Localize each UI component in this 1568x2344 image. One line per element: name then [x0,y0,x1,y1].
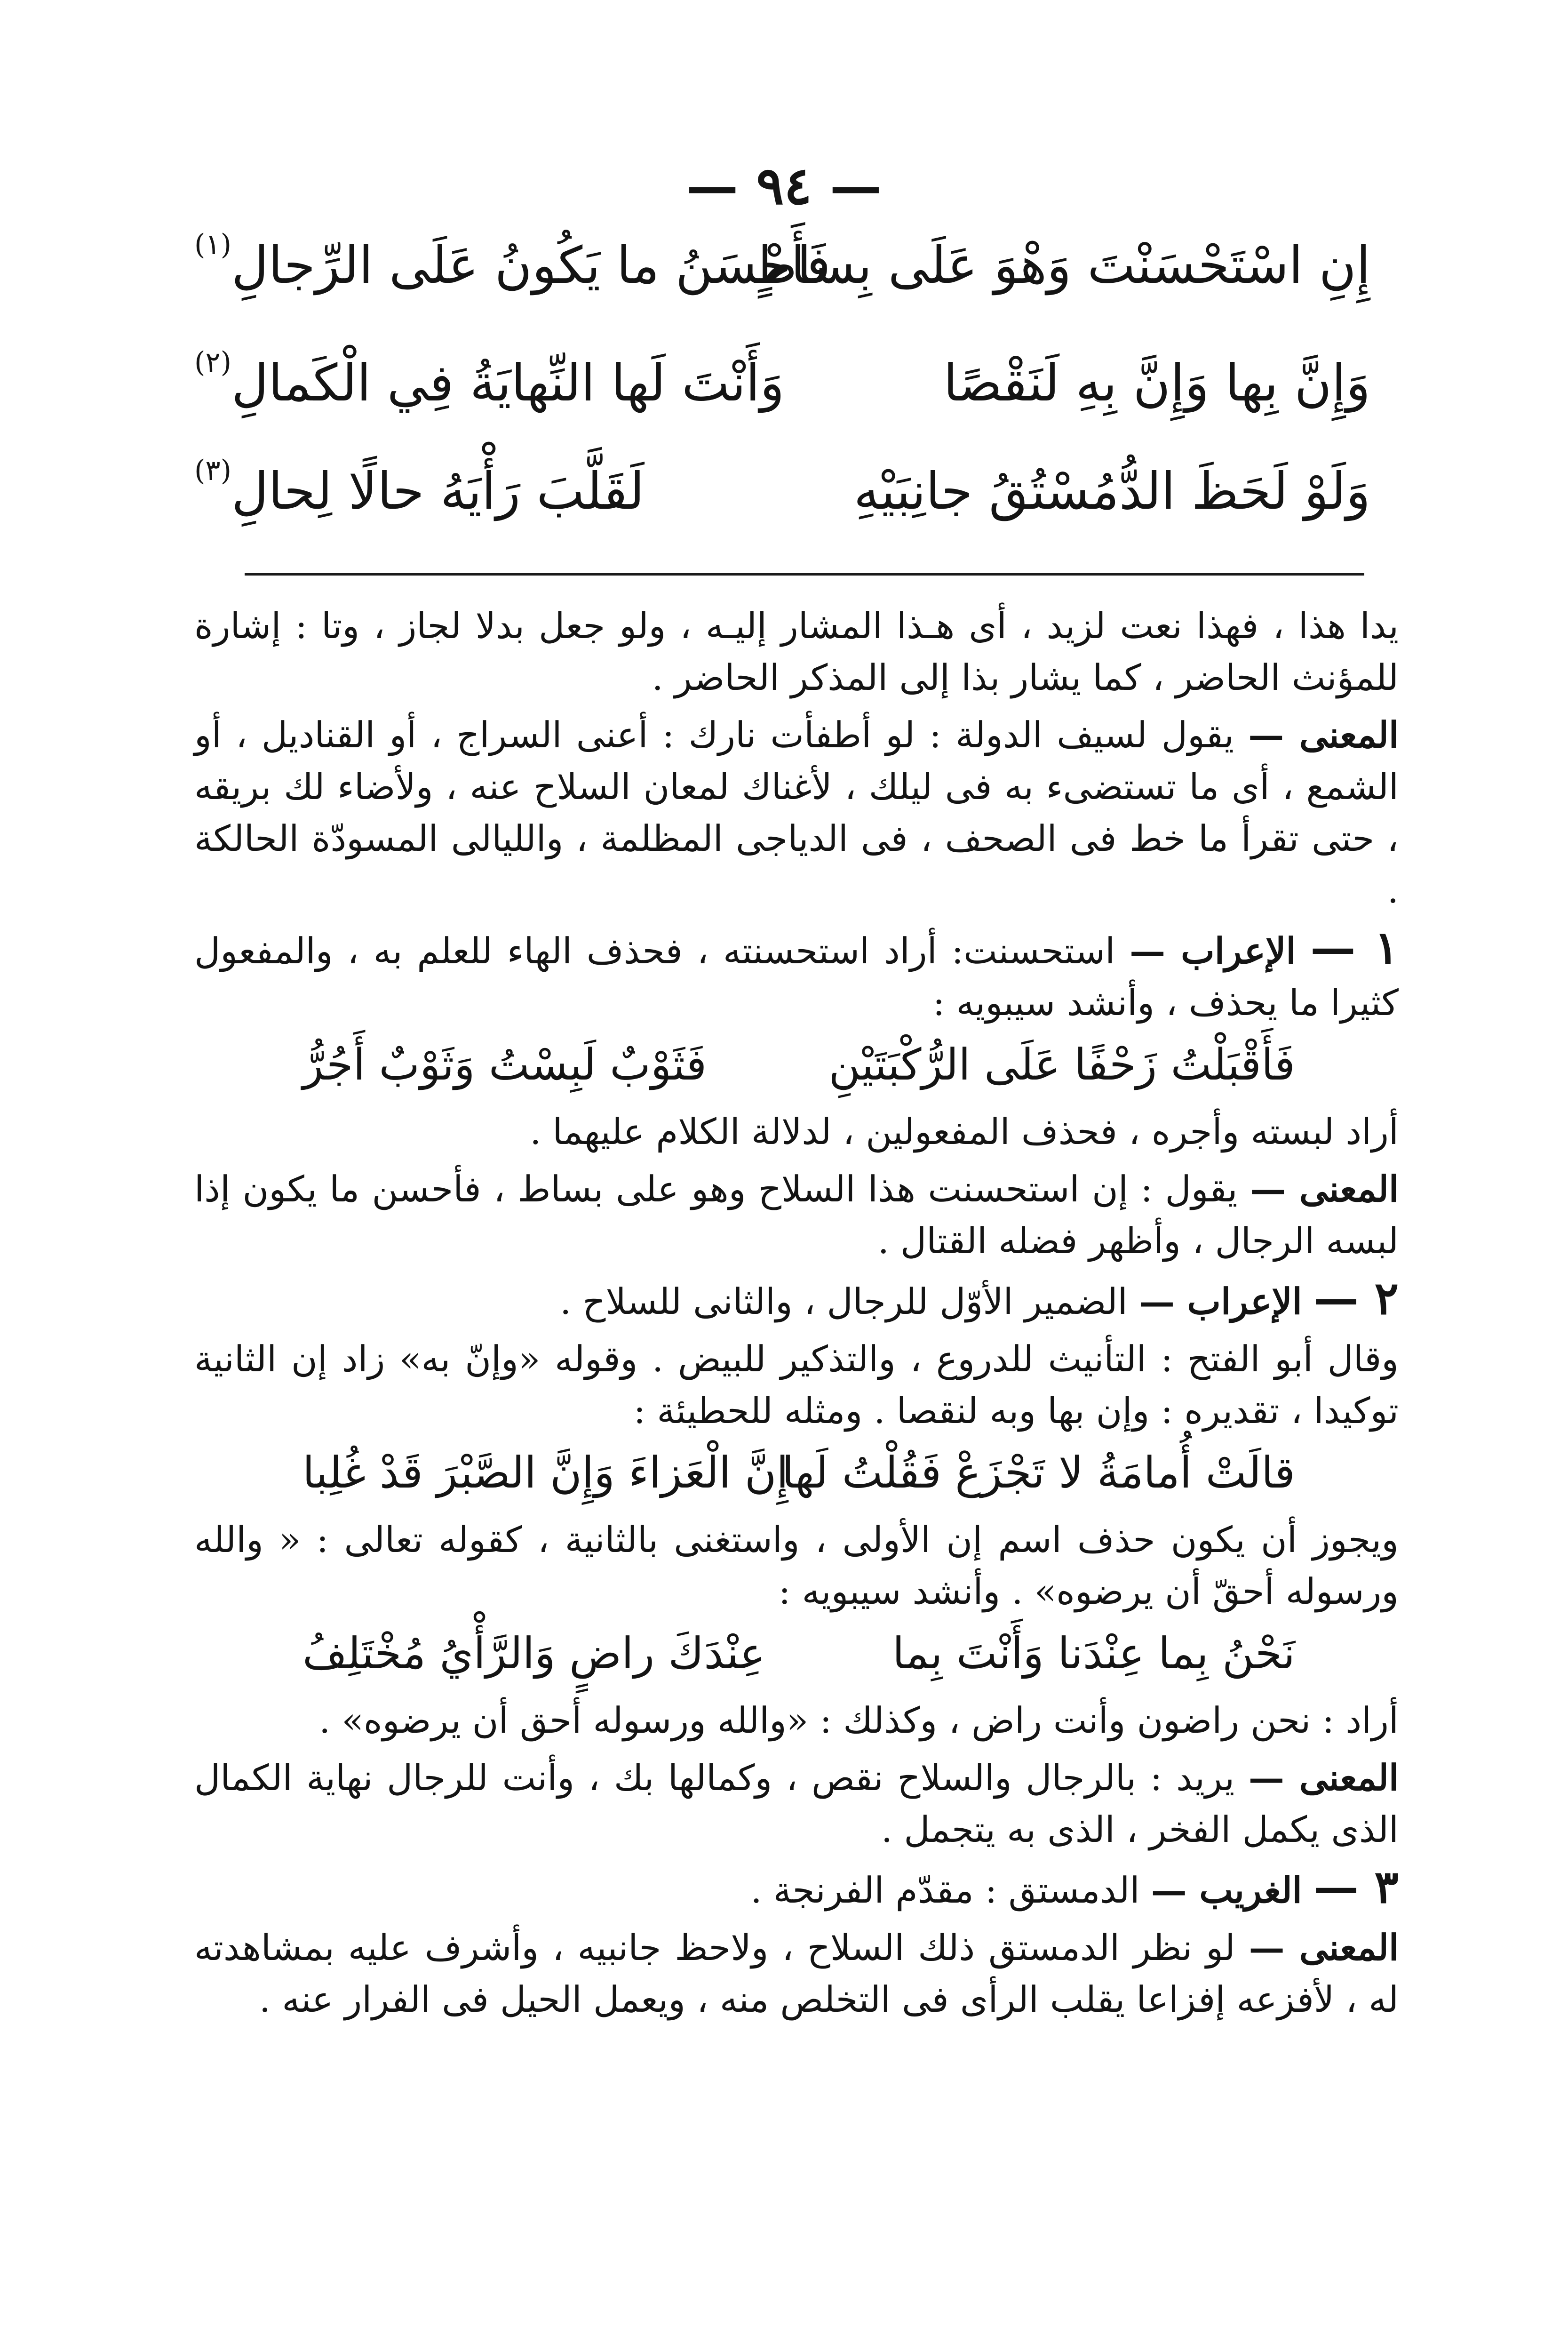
verse-2-first-hemistich: وَإِنَّ بِها وَإِنَّ بِهِ لَنَقْصًا [943,354,1370,413]
commentary-block [194,600,1399,2031]
cited-verse-1-first: فَأَقْبَلْتُ زَحْفًا عَلَى الرُّكْبَتَيْنِ [828,1040,1295,1090]
section-label-grammar: الإعراب — [1130,930,1296,972]
note-number-1: ١ — [1310,921,1399,974]
cited-verse-1-second: فَثَوْبٌ لَبِسْتُ وَثَوْبٌ أَجُرُّ [302,1040,707,1090]
paragraph-text: لو نظر الدمستق ذلك السلاح ، ولاحظ جانبيه ، وأشرف عليه بمشاهدته له ، لأفزعه إفزاعا يقلب الرأى فى التخلص منه ، ويعمل الحيل فى الفرار عنه . [194,1927,1399,2020]
verse-1-second-hemistich [194,228,831,301]
cited-verse-3-first: نَحْنُ بِما عِنْدَنا وَأَنْتَ بِما [892,1628,1295,1679]
commentary-paragraph [194,1861,1399,1916]
cited-verse-1 [194,1034,1399,1100]
commentary-paragraph [194,1272,1399,1328]
section-label-meaning: المعنى — [1250,1168,1399,1210]
commentary-paragraph [194,1922,1399,2025]
page-number: — ٩٤ — [686,155,882,216]
paragraph-text: الدمستق : مقدّم الفرنجة . [750,1869,1140,1911]
verse-line-2 [194,348,1370,419]
section-label-meaning: المعنى — [1248,1757,1399,1799]
commentary-paragraph [194,709,1399,916]
verse-3-first-hemistich: وَلَوْ لَحَظَ الدُّمُسْتُقُ جانِبَيْهِ [853,462,1370,521]
commentary-paragraph [194,922,1399,1029]
footnote-divider [245,573,1364,576]
commentary-paragraph: أراد لبسته وأجره ، فحذف المفعولين ، لدلالة الكلام عليهما . [530,1111,1399,1152]
verse-3-second-text: لَقَلَّبَ رَأْيَهُ حالًا لِحالِ [231,462,645,521]
paragraph-text: استحسنت: أراد استحسنته ، فحذف الهاء للعلم به ، والمفعول كثيرا ما يحذف ، وأنشد سيبويه : [194,930,1399,1024]
section-label-meaning: المعنى — [1249,1927,1399,1968]
paragraph-text: يقول : إن استحسنت هذا السلاح وهو على بساط ، فأحسن ما يكون إذا لبسه الرجال ، وأظهر فضله القتال . [194,1168,1399,1262]
commentary-paragraph: يدا هذا ، فهذا نعت لزيد ، أى هـذا المشار إليـه ، ولو جعل بدلا لجاز ، وتا : إشارة للمؤنث الحاضر ، كما يشار بذا إلى المذكر الحاضر . [194,605,1399,698]
cited-verse-2-second: إِنَّ الْعَزاءَ وَإِنَّ الصَّبْرَ قَدْ غُلِبا [302,1448,788,1498]
verse-line-1 [194,228,1370,301]
verse-2-second-hemistich [194,348,784,419]
cited-verse-2-first: قالَتْ أُمامَةُ لا تَجْزَعْ فَقُلْتُ لَها [782,1448,1295,1498]
note-number-2: ٢ — [1313,1272,1399,1325]
cited-verse-3 [194,1623,1399,1689]
verse-3-second-hemistich [194,456,645,527]
footnote-marker-2: (٢) [194,346,232,379]
verse-2-second-text: وَأَنْتَ لَها النِّهايَةُ فِي الْكَمالِ [231,354,785,413]
section-label-grammar: الإعراب — [1138,1280,1302,1322]
verse-1-second-text: فَأَحْسَنُ ما يَكُونُ عَلَى الرِّجالِ [231,236,831,295]
cited-verse-2 [194,1442,1399,1508]
note-number-3: ٣ — [1313,1860,1399,1913]
footnote-marker-3: (٣) [194,454,232,487]
section-label-meaning: المعنى — [1248,714,1399,756]
commentary-paragraph [194,1163,1399,1267]
commentary-paragraph: وقال أبو الفتح : التأنيث للدروع ، والتذكير للبيض . وقوله «وإنّ به» زاد إن الثانية توكيدا ، تقديره : وإن بها وبه لنقصا . ومثله للحطيئة : [194,1338,1399,1432]
footnote-marker-1: (١) [194,228,232,261]
paragraph-text: الضمير الأوّل للرجال ، والثانى للسلاح . [560,1280,1128,1322]
cited-verse-3-second: عِنْدَكَ راضٍ وَالرَّأْيُ مُخْتَلِفُ [302,1628,766,1679]
paragraph-text: يريد : بالرجال والسلاح نقص ، وكمالها بك ، وأنت للرجال نهاية الكمال الذى يكمل الفخر ، الذى به يتجمل . [194,1757,1399,1850]
commentary-paragraph [194,1752,1399,1856]
verse-line-3 [194,456,1370,527]
commentary-paragraph: أراد : نحن راضون وأنت راض ، وكذلك : «والله ورسوله أحق أن يرضوه» . [319,1699,1399,1741]
verse-1-first-hemistich: إِنِ اسْتَحْسَنْتَ وَهْوَ عَلَى بِساطٍ [750,236,1370,295]
section-label-vocabulary: الغريب — [1151,1869,1302,1911]
paragraph-text: يقول لسيف الدولة : لو أطفأت نارك : أعنى السراج ، أو القناديل ، أو الشمع ، أى ما تستضىء به فى ليلك ، لأغناك لمعان السلاح عنه ، ولأضاء لك بريقه ، حتى تقرأ ما خط فى الصحف ، فى الدياجى المظلمة ، والليالى المسودّة الحالكة . [194,714,1399,911]
commentary-paragraph: ويجوز أن يكون حذف اسم إن الأولى ، واستغنى بالثانية ، كقوله تعالى : « والله ورسوله أحقّ أن يرضوه» . وأنشد سيبويه : [194,1519,1399,1612]
